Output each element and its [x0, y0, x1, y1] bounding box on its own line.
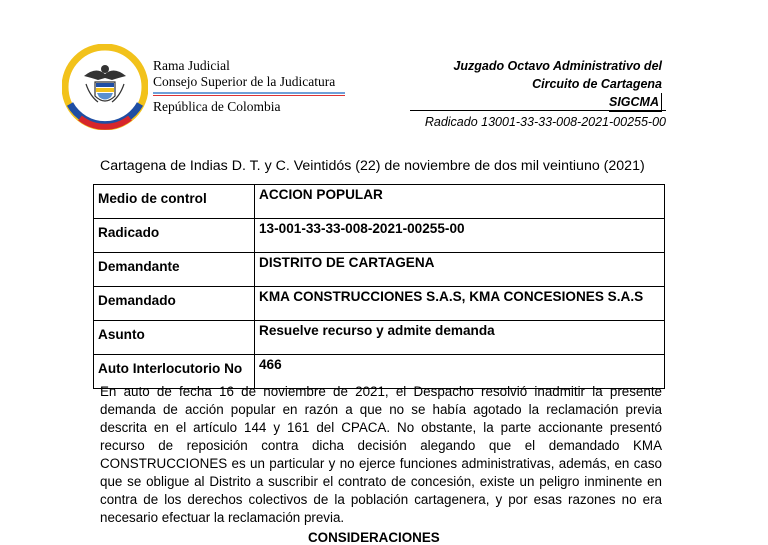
court-line-2: Circuito de Cartagena	[532, 77, 662, 91]
header-radicado: Radicado 13001-33-33-008-2021-00255-00	[410, 110, 666, 129]
row-value: ACCION POPULAR	[255, 185, 665, 219]
row-label: Auto Interlocutorio No	[94, 355, 255, 389]
institution-line-3: República de Colombia	[153, 99, 281, 114]
row-label: Radicado	[94, 219, 255, 253]
court-line-1: Juzgado Octavo Administrativo del	[453, 59, 662, 73]
row-label: Demandado	[94, 287, 255, 321]
row-value: DISTRITO DE CARTAGENA	[255, 253, 665, 287]
table-row	[94, 321, 665, 355]
table-row	[94, 287, 665, 321]
institution-line-1: Rama Judicial	[153, 58, 230, 73]
table-row	[94, 253, 665, 287]
blue-rule	[153, 92, 345, 94]
red-rule	[153, 95, 345, 96]
institution-block	[153, 58, 345, 115]
institution-line-2: Consejo Superior de la Judicatura	[153, 74, 336, 89]
row-value: 13-001-33-33-008-2021-00255-00	[255, 219, 665, 253]
colombia-seal-logo	[62, 44, 148, 130]
row-label: Demandante	[94, 253, 255, 287]
row-value: 466	[255, 355, 665, 389]
date-line: Cartagena de Indias D. T. y C. Veintidós (22) de noviembre de dos mil veintiuno (2021)	[100, 158, 645, 174]
court-code: SIGCMA	[609, 93, 662, 112]
body-paragraph: En auto de fecha 16 de noviembre de 2021, el Despacho resolvió inadmitir la presente demanda de acción popular en razón a que no se había agotado la reclamación previa descrita en el artículo 144 y 161 del CPACA. No obstante, la parte accionante presentó recurso de reposición contra dicha decisión alegando que el demandado KMA CONSTRUCCIONES es un particular y no ejerce funciones administrativas, además, en caso que se obligue al Distrito a suscribir el contrato de concesión, existe un peligro inminente en contra de los derechos colectivos de la población cartagenera, y por esas razones no era necesario efectuar la reclamación previa.	[100, 384, 662, 525]
case-info-table	[93, 184, 665, 389]
section-title: CONSIDERACIONES	[308, 530, 440, 545]
row-label: Medio de control	[94, 185, 255, 219]
row-value: KMA CONSTRUCCIONES S.A.S, KMA CONCESIONES S.A.S	[255, 287, 665, 321]
table-row	[94, 185, 665, 219]
court-block	[453, 57, 662, 112]
row-value: Resuelve recurso y admite demanda	[255, 321, 665, 355]
row-label: Asunto	[94, 321, 255, 355]
table-row	[94, 219, 665, 253]
